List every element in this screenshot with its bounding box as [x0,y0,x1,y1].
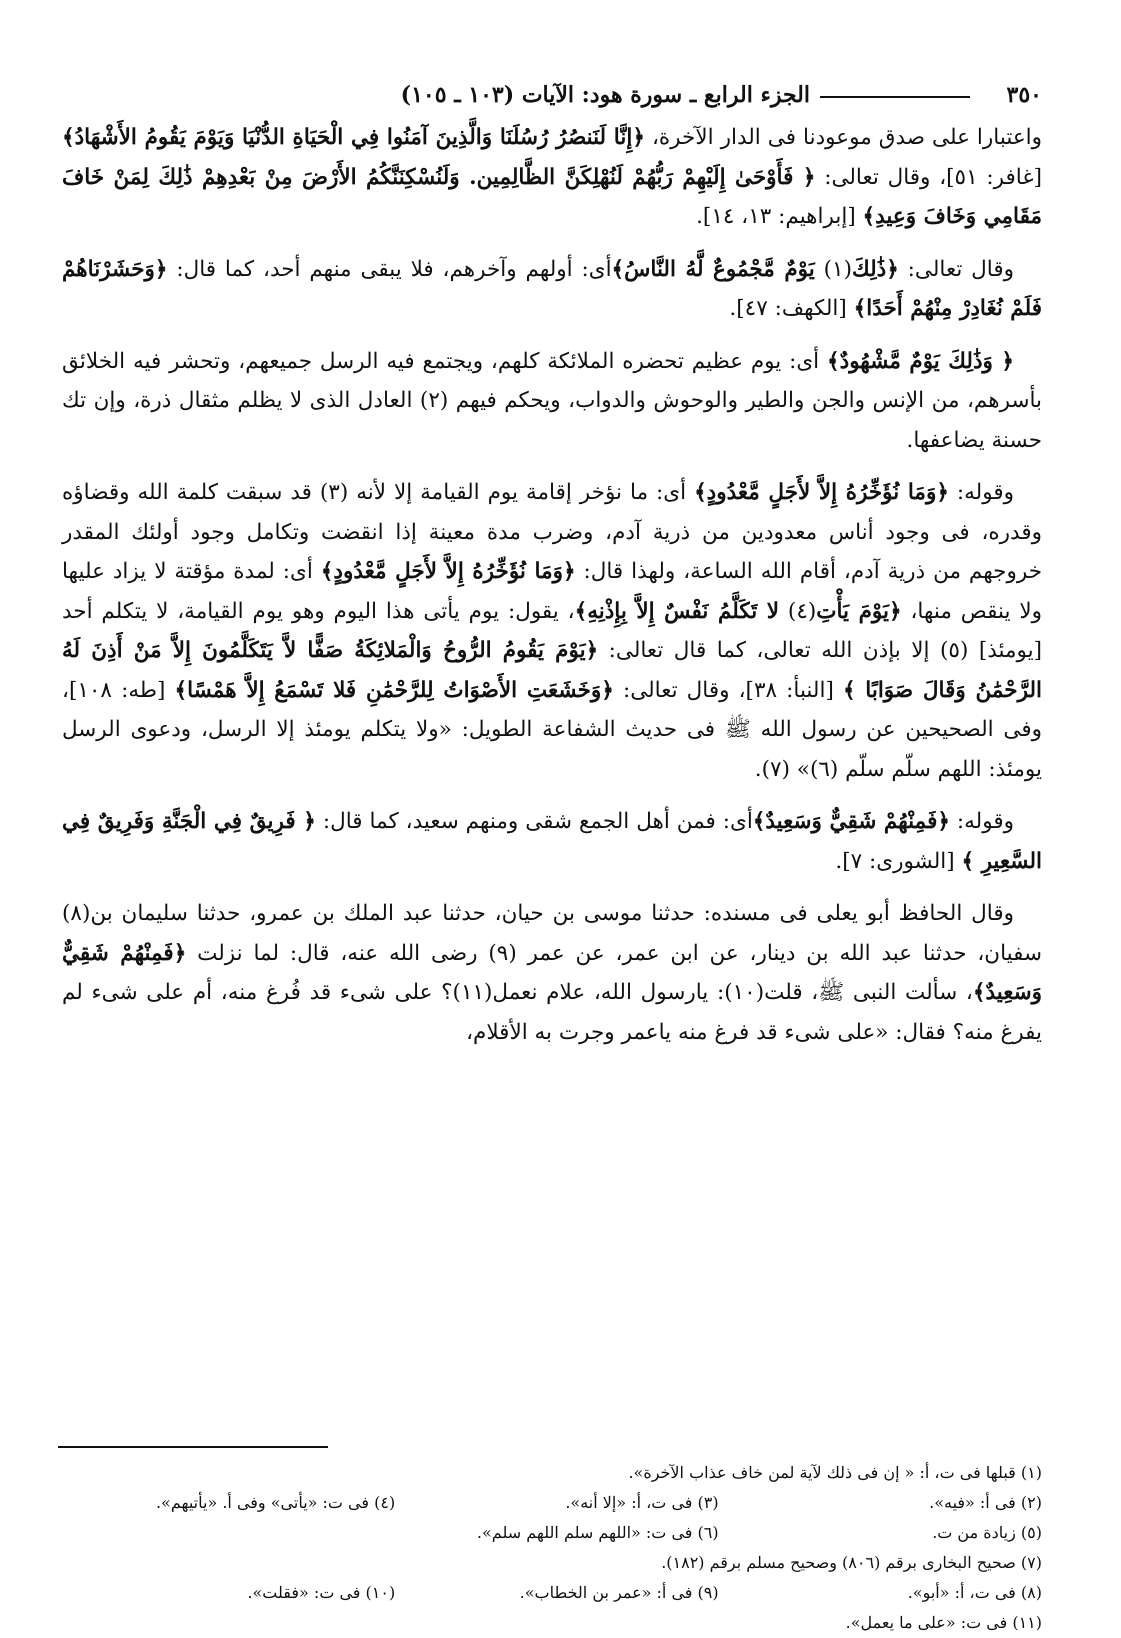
quran-verse: ﴿ فَرِيقٌ فِي الْجَنَّةِ وَفَرِيقٌ فِي السَّعِيرِ ﴾ [62,809,1042,874]
footnote: (٥) زيادة من ت. [932,1523,1042,1542]
quran-verse: ﴿وَخَشَعَتِ الأَصْوَاتُ لِلرَّحْمَٰنِ فَلا تَسْمَعُ إِلاَّ هَمْسًا﴾ [174,677,614,703]
footnote: (١) قبلها فى ت، أ: « إن فى ذلك لآية لمن خاف عذاب الآخرة». [628,1463,1042,1482]
text-span: ، سألت النبى ﷺ، قلت(١٠): يارسول الله، علام نعمل(١١)؟ على شىء قد فُرغ منه، أم على شىء لم يفرغ منه؟ فقال: «على شىء قد فرغ منه ياعمر وجرت به الأقلام، [62,980,1042,1045]
text-span: وقال تعالى: [898,256,1014,282]
text-span: [النبأ: ٣٨]، وقال تعالى: [613,677,843,703]
footnote-row [62,1608,1042,1638]
body-text [62,118,1042,1052]
footnote: (٧) صحيح البخارى برقم (٨٠٦) وصحيح مسلم برقم (١٨٢). [661,1553,1042,1572]
footnote: (٦) فى ت: «اللهم سلم اللهم سلم». [476,1523,719,1542]
quran-verse: ﴿يَوْمَ يَأْتِ [816,598,902,624]
quran-verse: ﴿إِنَّا لَنَنصُرُ رُسُلَنَا وَالَّذِينَ آمَنُوا فِي الْحَيَاةِ الدُّنْيَا وَيَوْمَ يَقُومُ الأَشْهَادُ﴾ [62,125,645,150]
footnote: (٢) فى أ: «فيه». [929,1493,1042,1512]
footnote: (١١) فى ت: «على ما يعمل». [845,1613,1042,1632]
paragraph [62,894,1042,1052]
footnote: (٩) فى أ: «عمر بن الخطاب». [519,1583,719,1602]
quran-verse: ﴿ وَذَٰلِكَ يَوْمٌ مَّشْهُودٌ﴾ [827,348,1015,374]
quran-verse: يَوْمٌ مَّجْمُوعٌ لَّهُ النَّاسُ﴾ [611,256,815,282]
text-span: أى: فمن أهل الجمع شقى ومنهم سعيد، كما قال: [315,809,753,834]
header-rule [820,96,970,98]
text-span: أى: يوم عظيم تحضره الملائكة كلهم، ويجتمع فيه الرسل جميعهم، وتحشر فيه الخلائق بأسرهم، من الإنس والجن والطير والوحوش والدواب، ويحكم فيهم (٢) العادل الذى لا يظلم مثقال ذرة، وإن تك حسنة يضاعفها. [62,348,1042,453]
quran-verse: ﴿وَمَا نُؤَخِّرُهُ إِلاَّ لأَجَلٍ مَّعْدُودٍ﴾ [694,480,949,505]
footnote-row [62,1488,1042,1518]
text-span: [إبراهيم: ١٣، ١٤]. [696,204,863,229]
text-span: [الكهف: ٤٧]. [729,296,854,321]
footnote: (٤) فى ت: «يأتى» وفى أ. «يأتيهم». [155,1493,396,1512]
text-span: أى: ما نؤخر إقامة يوم القيامة إلا لأنه (٣) قد سبقت كلمة الله وقضاؤه وقدره، فى وجود أناس معدودين من ذرية آدم، وضرب مدة معينة إذا انقضت وتكامل وجود أولئك المقدر خروجهم من ذرية آدم، أقام الله الساعة، ولهذا قال: [62,480,1042,584]
header-title: الجزء الرابع ـ سورة هود: الآيات (١٠٣ ـ ١٠٥) [400,82,810,108]
quran-verse: لا تَكَلَّمُ نَفْسٌ إِلاَّ بِإِذْنِهِ﴾ [574,598,780,624]
quran-verse: ﴿وَمَا نُؤَخِّرُهُ إِلاَّ لأَجَلٍ مَّعْدُودٍ﴾ [320,559,576,584]
quran-verse: ﴿فَمِنْهُمْ شَقِيٌّ وَسَعِيدٌ﴾ [752,809,950,834]
page-number: ٣٥٠ [1006,82,1042,108]
running-header [62,78,1042,112]
text-span: أى: لمدة مؤقتة لا يزاد عليها ولا ينقص منها، [62,559,1042,624]
footnote: (٨) فى ت، أ: «أبو». [907,1583,1042,1602]
footnotes [62,1458,1042,1638]
text-span: (٤) [779,598,817,624]
paragraph [62,250,1042,329]
text-span: وقوله: [948,480,1014,505]
document-page [62,78,1042,1558]
text-span: [الشورى: ٧]. [835,848,962,874]
quran-verse: ﴿يَوْمَ يَقُومُ الرُّوحُ وَالْمَلائِكَةُ صَفًّا لاَّ يَتَكَلَّمُونَ إِلاَّ مَنْ أَذِنَ لَهُ الرَّحْمَٰنُ وَقَالَ صَوَابًا ﴾ [62,638,1042,703]
quran-verse: ﴿فَمِنْهُمْ شَقِيٌّ وَسَعِيدٌ﴾ [62,940,1042,1005]
footnote: (٣) فى ت، أ: «إلا أنه». [565,1493,719,1512]
footnote-row [62,1518,1042,1548]
quran-verse: ﴿ذَٰلِكَ [851,256,899,282]
footnote: (١٠) فى ت: «فقلت». [247,1583,396,1602]
paragraph [62,473,1042,789]
text-span: وقال الحافظ أبو يعلى فى مسنده: حدثنا موسى بن حيان، حدثنا عبد الملك بن عمرو، حدثنا سليمان بن(٨) سفيان، حدثنا عبد الله بن دينار، عن ابن عمر، عن عمر (٩) رضى الله عنه، قال: لما نزلت [62,901,1042,966]
footnote-row [62,1548,1042,1578]
footnote-row [62,1578,1042,1608]
text-span: وقوله: [949,809,1014,834]
text-span: [طه: ١٠٨]، وفى الصحيحين عن رسول الله ﷺ فى حديث الشفاعة الطويل: «ولا يتكلم يومئذ إلا الرسل، ودعوى الرسل يومئذ: اللهم سلّم سلّم (٦)» (٧). [62,677,1042,782]
quran-verse: ﴿ فَأَوْحَىٰ إِلَيْهِمْ رَبُّهُمْ لَنُهْلِكَنَّ الظَّالِمِين. وَلَنُسْكِنَنَّكُمُ الأَرْضَ مِنْ بَعْدِهِمْ ذَٰلِكَ لِمَنْ خَافَ مَقَامِي وَخَافَ وَعِيدِ﴾ [62,164,1042,229]
footnote-separator [58,1446,328,1448]
paragraph [62,342,1042,461]
quran-verse: ﴿وَحَشَرْنَاهُمْ فَلَمْ نُغَادِرْ مِنْهُمْ أَحَدًا﴾ [62,256,1042,321]
text-span: [غافر: ٥١]، وقال تعالى: [815,164,1042,190]
text-span: (١) [814,256,852,282]
text-span: أى: أولهم وآخرهم، فلا يبقى منهم أحد، كما قال: [167,256,612,282]
footnote-row [62,1458,1042,1488]
paragraph [62,802,1042,881]
text-span: واعتبارا على صدق موعودنا فى الدار الآخرة، [644,125,1043,150]
text-span: ، يقول: يوم يأتى هذا اليوم وهو يوم القيامة، لا يتكلم أحد [يومئذ] (٥) إلا بإذن الله تعالى، كما قال تعالى: [62,598,1043,663]
paragraph [62,118,1042,237]
